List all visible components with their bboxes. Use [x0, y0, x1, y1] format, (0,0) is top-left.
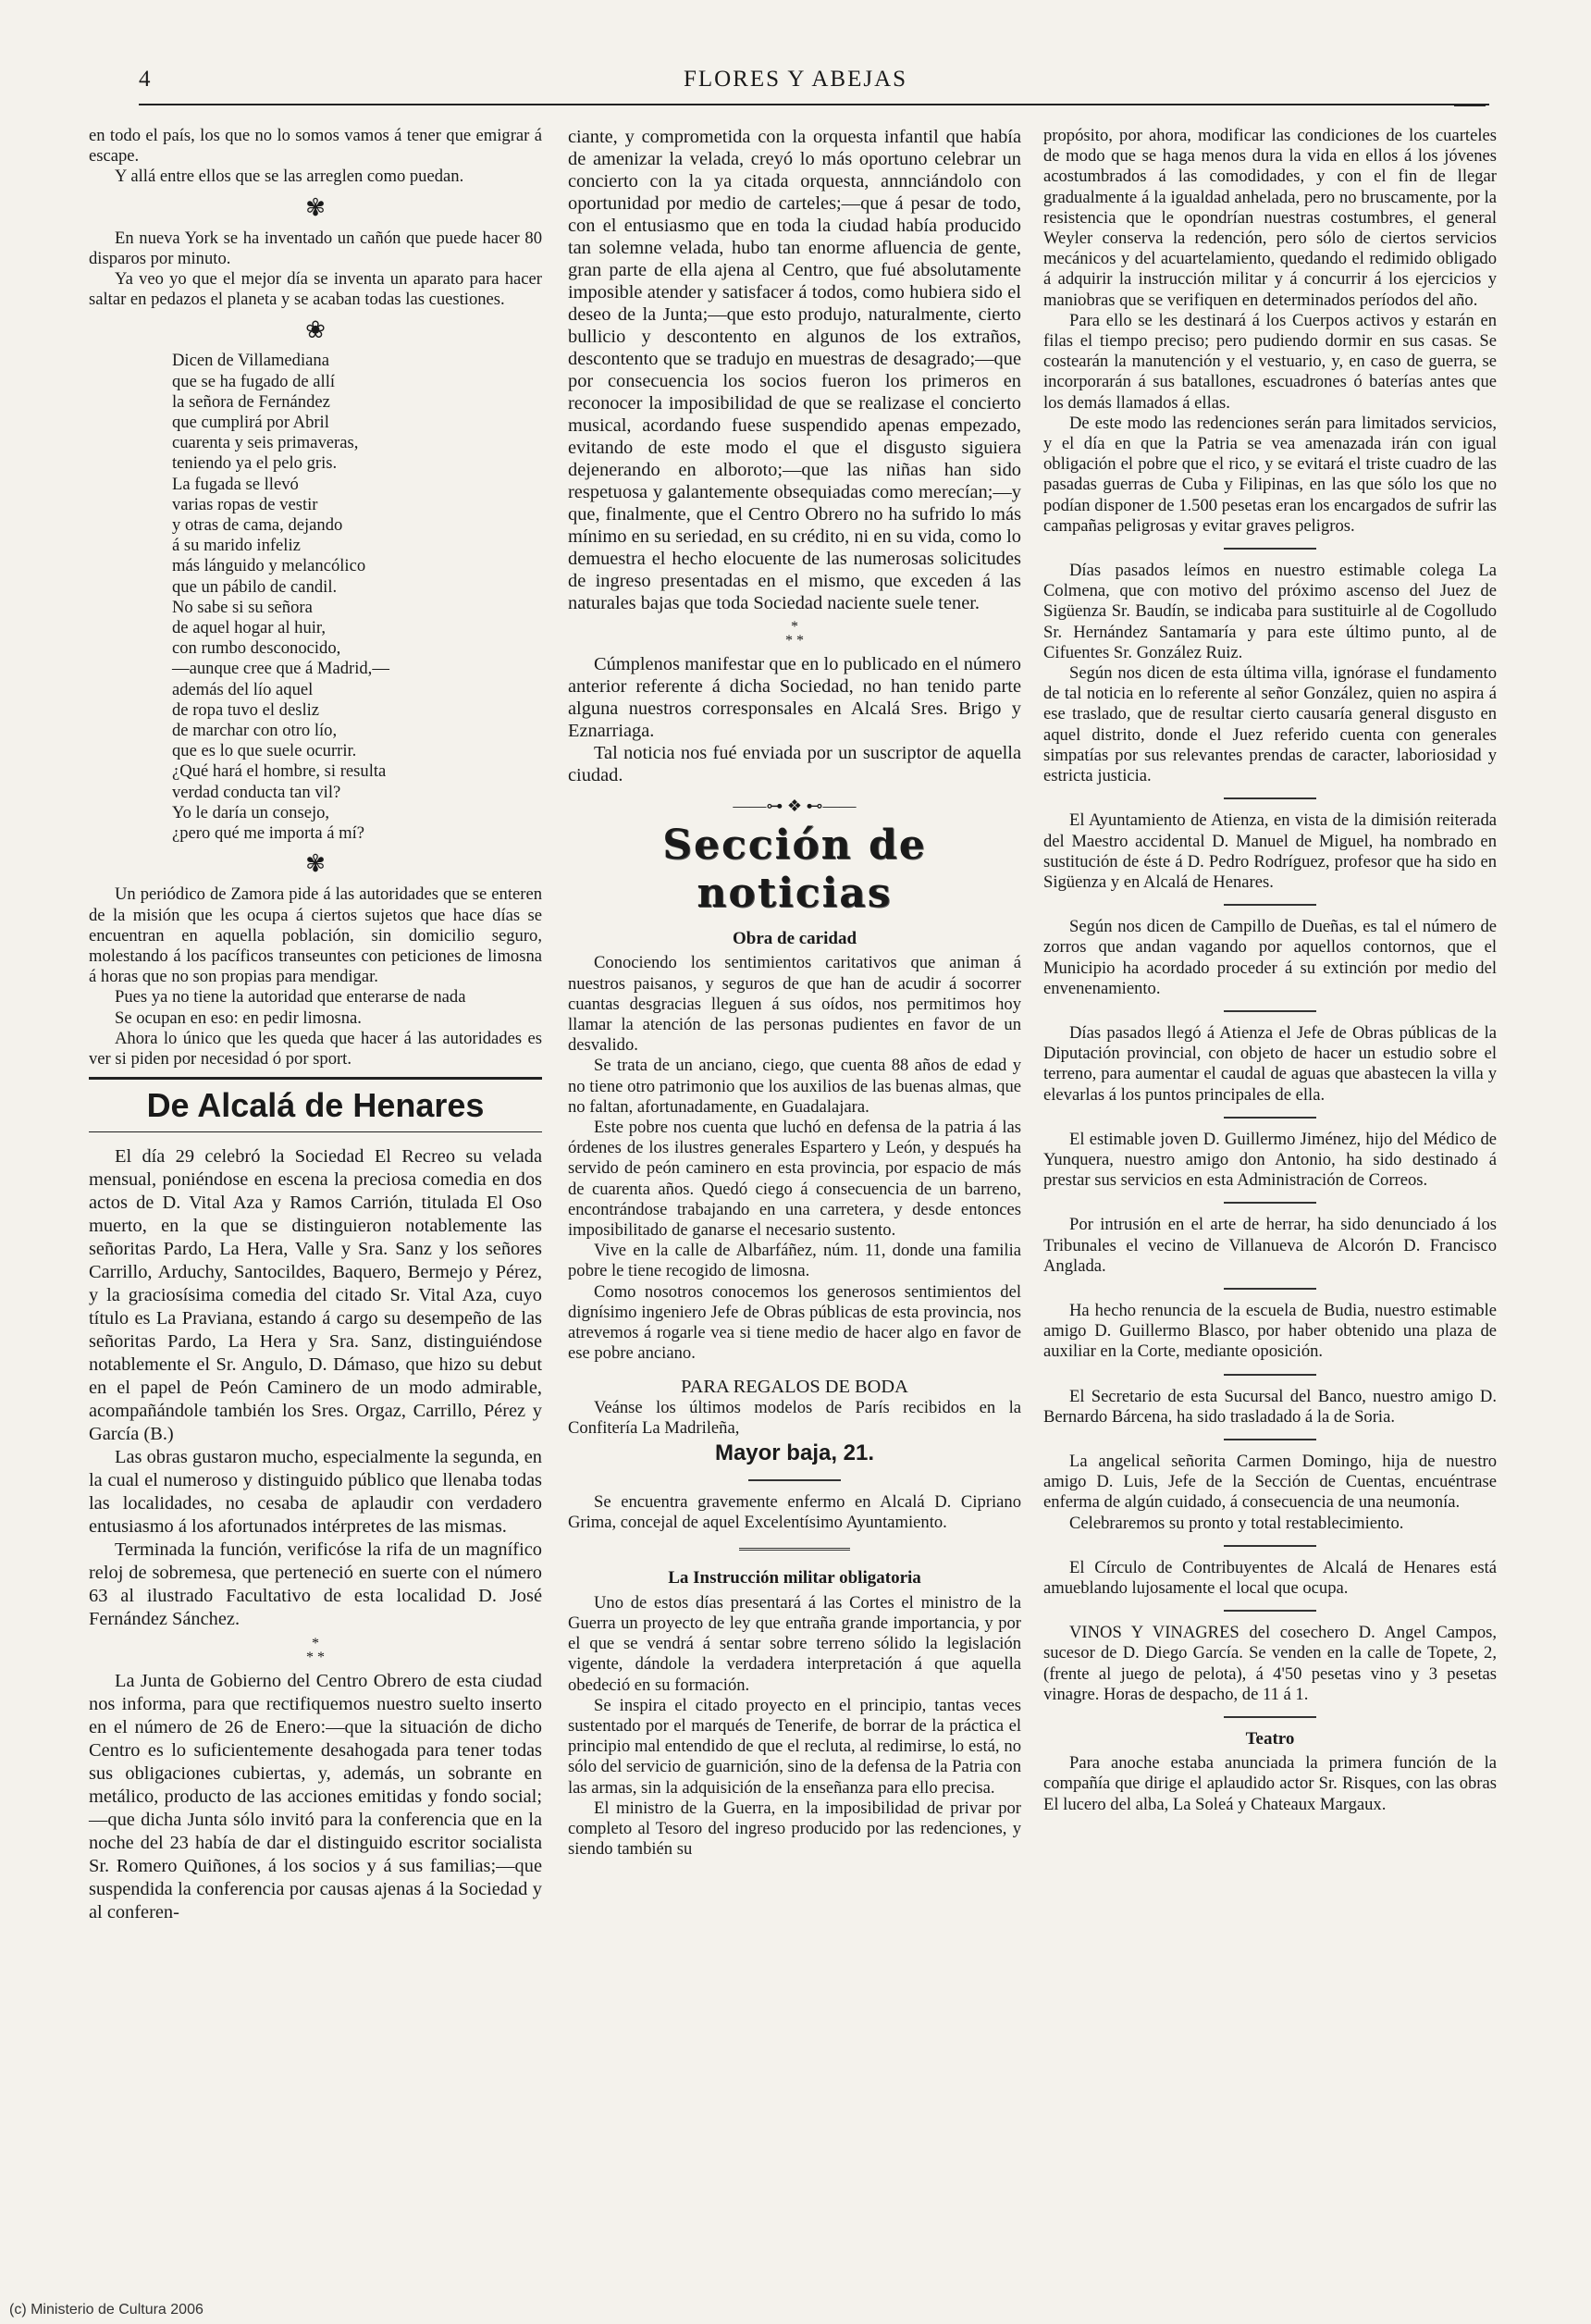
poem-line: Yo le daría un consejo, [172, 802, 330, 822]
paragraph: Tal noticia nos fué enviada por un suscriptor de aquella ciudad. [568, 743, 1021, 785]
page-title: FLORES Y ABEJAS [683, 67, 908, 92]
paragraph: En nueva York se ha inventado un cañón que puede hacer 80 disparos por minuto. [89, 228, 542, 268]
paragraph: Terminada la función, verificóse la rifa de un magnífico reloj de sobremesa, que perteneció en suerte con el número 63 al ilustrado Facultativo de esta localidad D. José Fernández Sánchez. [89, 1539, 542, 1630]
paragraph: Vive en la calle de Albarfáñez, núm. 11, donde una familia pobre le tiene recogido de limosna. [568, 1241, 1021, 1281]
paragraph: Pues ya no tiene la autoridad que enterarse de nada [115, 987, 466, 1007]
poem-line: de aquel hogar al huir, [172, 618, 327, 638]
paragraph: Por intrusión en el arte de herrar, ha sido denunciado á los Tribunales el vecino de Villanueva de Alcorón D. Francisco Anglada. [1043, 1215, 1497, 1276]
ornament-icon: ✾ [305, 850, 326, 878]
paragraph: Según nos dicen de Campillo de Dueñas, es tal el número de zorros que andan vagando por aquellos contornos, que el Municipio ha acordado proceder á su extinción por medio del envenenamiento. [1043, 917, 1497, 998]
advert-text: VINOS Y VINAGRES del cosechero D. Angel Campos, sucesor de D. Diego García. Se venden en la calle de Topete, 2, (frente al juego de pelota), á 4'50 pesetas vino y 3 pesetas vinagre. Horas de despacho, de 11 á 1. [1043, 1623, 1497, 1704]
section-heading: De Alcalá de Henares [89, 1077, 542, 1132]
divider [1224, 1716, 1316, 1718]
header-rule [139, 104, 1489, 105]
poem-line: que un pábilo de candil. [172, 576, 338, 597]
copyright-notice: (c) Ministerio de Cultura 2006 [9, 2302, 204, 2318]
paragraph: El día 29 celebró la Sociedad El Recreo su velada mensual, poniéndose en escena la preciosa comedia en dos actos de D. Vital Aza y Ramos Carrión, titulada El Oso muerto, en la que se distinguieron notablemente las señoritas Pardo, La Hera, Valle y Sra. Sanz y los señores Carrillo, Arduchy, Santocildes, Baquero, Bermejo y Pérez, y la graciosísima comedia del citado Sr. Vital Aza, cuyo título es La Praviana, estando á cargo su desempeño de las señoritas Pardo, La Hera y Sra. Sanz, distinguiéndose notablemente el Sr. Angulo, D. Dámaso, que hizo su debut en el papel de Peón Caminero de un modo admirable, acompañándole también los Sres. Orgaz, Carrillo, Pérez y García (B.) [89, 1146, 542, 1445]
paragraph: Se ocupan en eso: en pedir limosna. [115, 1007, 362, 1028]
column-3 [1043, 126, 1497, 1815]
paragraph: Ha hecho renuncia de la escuela de Budia, nuestro estimable amigo D. Guillermo Blasco, por haber obtenido una plaza de auxiliar en la Corte, mediante oposición. [1043, 1300, 1497, 1362]
poem-line: ¿Qué hará el hombre, si resulta [172, 761, 387, 782]
paragraph: Según nos dicen de esta última villa, ignórase el fundamento de tal noticia en lo referente al señor González, quien no aspira á ese traslado, que de resultar cierto causaría general disgusto en aquel distrito, donde el Juez referido cuenta con generales simpatías por sus relevantes prendas de caracter, laboriosidad y estricta justicia. [1043, 663, 1497, 786]
poem-line: verdad conducta tan vil? [172, 782, 341, 802]
paragraph: Como nosotros conocemos los generosos sentimientos del dignísimo ingeniero Jefe de Obras públicas de esta provincia, nos atrevemos á rogarle vea si tiene medio de hacer algo en favor de ese pobre anciano. [568, 1281, 1021, 1364]
paragraph: ciante, y comprometida con la orquesta infantil que había de amenizar la velada, creyó lo más oportuno celebrar un concierto con la ya citada orquesta, annnciándolo con oportunidad por medio de carteles;—que á pesar de todo, con el entusiasmo que en toda la ciudad había producido tan solemne velada, hubo tan enorme afluencia de gente, gran parte de ella ajena al Centro, que fué absolutamente imposible atender y satisfacer á todos, como hubiera sido el deseo de la Junta;—que esto produjo, naturalmente, cierto bullicio y descontento en algunos de los extraños, descontento que se tradujo en muestras de desagrado;—que por consecuencia los socios fueron los primeros en reconocer la imposibilidad de que se realizase el concierto musical, acordando fuese suspendido apenas empezado, evitando de este modo el que el disgusto siguiera dejenerando en alboroto;—que las niñas han sido respetuosa y galantemente obsequiadas como merecían;—y que, finalmente, que el Centro Obrero no ha sufrido lo más mínimo en su seriedad, en su crédito, ni en su vida, como lo demuestra el hecho elocuente de las numerosas solicitudes de ingreso presentadas en el mismo, que exceden á las naturales bajas que toda Sociedad naciente suele tener. [568, 127, 1021, 613]
divider [748, 1479, 841, 1481]
poem-line: —aunque cree que á Madrid,— [172, 659, 389, 679]
paragraph: Las obras gustaron mucho, especialmente la segunda, en la cual el numeroso y distinguido público que llenaba todas las localidades, no cesaba de aplaudir con verdadero entusiasmo á los afortunados intérpretes de las mismas. [89, 1447, 542, 1538]
poem [89, 351, 542, 844]
poem-line: de ropa tuvo el desliz [172, 699, 320, 720]
subheading: Obra de caridad [732, 929, 857, 949]
paragraph: Para anoche estaba anunciada la primera función de la compañía que dirige el aplaudido actor Sr. Risques, con las obras El lucero del alba, La Soleá y Chateaux Margaux. [1043, 1753, 1497, 1814]
paragraph: El estimable joven D. Guillermo Jiménez, hijo del Médico de Yunquera, nuestro amigo don Antonio, ha sido destinado á prestar sus servicios en esta Administración de Correos. [1043, 1129, 1497, 1191]
poem-line: que es lo que suele ocurrir. [172, 741, 357, 761]
asterism: * * * [785, 619, 804, 649]
poem-line: No sabe si su señora [172, 597, 313, 617]
column-1 [89, 126, 542, 1924]
flower-ornament-icon: ❀ [305, 316, 326, 344]
poem-line: La fugada se llevó [172, 474, 299, 494]
advert-text: Veánse los últimos modelos de París recibidos en la Confitería La Madrileña, [568, 1397, 1021, 1438]
poem-line: de marchar con otro lío, [172, 721, 338, 741]
paragraph: El ministro de la Guerra, en la imposibilidad de privar por completo al Tesoro del ingreso producido por las redenciones, y siendo también su [568, 1798, 1021, 1860]
paragraph: El Secretario de esta Sucursal del Banco, nuestro amigo D. Bernardo Bárcena, ha sido trasladado á la de Soria. [1043, 1386, 1497, 1427]
subheading: La Instrucción militar obligatoria [668, 1568, 921, 1588]
divider [1224, 1202, 1316, 1204]
poem-line: la señora de Fernández [172, 391, 330, 412]
paragraph: Un periódico de Zamora pide á las autoridades que se enteren de la misión que les ocupa á ciertos sujetos que hace días se encuentran en aquella población, sin domicilio seguro, molestando á los pacíficos transeuntes con peticiones de limosna á horas que no son propias para mendigar. [89, 884, 542, 987]
divider [1224, 1288, 1316, 1290]
poem-line: con rumbo desconocido, [172, 638, 341, 659]
paragraph: en todo el país, los que no lo somos vamos á tener que emigrar á escape. [89, 126, 542, 167]
paragraph: propósito, por ahora, modificar las condiciones de los cuarteles de modo que se haga menos dura la vida en ellos á los jóvenes acostumbrados á las comodidades, y con el fin de llegar gradualmente á la igualdad anhelada, pero no bruscamente, por la resistencia que le opondrían nuestras costumbres, el general Weyler conserva la redención, pero sólo de ciertos servicios mecánicos y del acuartelamiento, quedando el redimido obligado á adquirir la instrucción militar y á concurrir á los ejercicios y maniobras que se verifiquen en determinados períodos del año. [1043, 126, 1497, 310]
poem-line: que se ha fugado de allí [172, 371, 336, 391]
paragraph: Días pasados leímos en nuestro estimable colega La Colmena, que con motivo del próximo ascenso del Juez de Sigüenza Sr. Baudín, se indicaba para sustituirle al de Cogolludo Sr. Hernández Santamaría y para este último punto, al de Cifuentes Sr. González Ruiz. [1043, 561, 1497, 662]
paragraph: Se encuentra gravemente enfermo en Alcalá D. Cipriano Grima, concejal de aquel Excelentísimo Ayuntamiento. [568, 1492, 1021, 1533]
divider [1224, 1545, 1316, 1547]
paragraph: El Ayuntamiento de Atienza, en vista de la dimisión reiterada del Maestro accidental D. Manuel de Miguel, ha nombrado en sustitución de éste á D. Pedro Rodríguez, profesor que ha sido en Sigüenza y en Alcalá de Henares. [1043, 810, 1497, 892]
divider-ornament-icon: ——⊶ ❖ ⊷—— [733, 797, 857, 815]
paragraph: Se trata de un anciano, ciego, que cuenta 88 años de edad y no tiene otro patrimonio que los auxilios de las buenas almas, que no faltan, afortunadamente, en Guadalajara. [568, 1056, 1021, 1117]
divider [1224, 1010, 1316, 1012]
paragraph: Ya veo yo que el mejor día se inventa un aparato para hacer saltar en pedazos el planeta y se acaban todas las cuestiones. [89, 269, 542, 310]
poem-line: Dicen de Villamediana [172, 351, 329, 371]
page-number: 4 [139, 67, 151, 92]
paragraph: Ahora lo único que les queda que hacer á las autoridades es ver si piden por necesidad ó por sport. [89, 1028, 542, 1069]
asterism: * * * [306, 1636, 325, 1666]
paragraph: Cúmplenos manifestar que en lo publicado en el número anterior referente á dicha Sociedad, no han tenido parte alguna nuestros corresponsales en Alcalá Sres. Brigo y Eznarriaga. [568, 654, 1021, 741]
paragraph: Días pasados llegó á Atienza el Jefe de Obras públicas de la Diputación provincial, con objeto de hacer un estudio sobre el terreno, para aumentar el caudal de aguas que abastecen la villa y elevarlas á los puntos principales de ella. [1043, 1022, 1497, 1105]
poem-line: cuarenta y seis primaveras, [172, 433, 359, 453]
paragraph: Se inspira el citado proyecto en el principio, tantas veces sustentado por el marqués de Tenerife, de borrar de la práctica el principio mal entendido de que el recluta, al redimirse, lo está, no sólo del servicio de guarnición, sino de la defensa de la Patria con las armas, sin la adquisición de la enseñanza para ello precisa. [568, 1695, 1021, 1798]
subheading: Teatro [1245, 1729, 1295, 1749]
ornament-icon: ✾ [305, 193, 326, 221]
divider [1224, 1439, 1316, 1440]
poem-line: teniendo ya el pelo gris. [172, 453, 338, 474]
divider [1224, 1117, 1316, 1119]
advert-address: Mayor baja, 21. [714, 1440, 875, 1466]
header-rule-mark [1454, 104, 1486, 106]
poem-line: varias ropas de vestir [172, 494, 318, 514]
divider [1224, 904, 1316, 906]
poem-line: ¿pero qué me importa á mí? [172, 823, 365, 844]
column-2 [568, 126, 1021, 1860]
paragraph: Para ello se les destinará á los Cuerpos activos y estarán en filas el tiempo preciso; pero pudiendo dormir en sus casas. Se costearán la manutención y el vestuario, y, en caso de guerra, se incorporarán á sus batallones, escuadrones ó baterías antes que los demás llamados á ellas. [1043, 310, 1497, 413]
divider [1224, 1374, 1316, 1376]
divider [1224, 548, 1316, 550]
paragraph: El Círculo de Contribuyentes de Alcalá de Henares está amueblando lujosamente el local que ocupa. [1043, 1557, 1497, 1598]
poem-line: á su marido infeliz [172, 536, 301, 556]
paragraph: Y allá entre ellos que se las arreglen como puedan. [115, 167, 464, 187]
divider [1224, 797, 1316, 799]
paragraph: Conociendo los sentimientos caritativos que animan á nuestros paisanos, y seguros de que han de acudir á socorrer cuantas desgracias lleguen á sus oídos, nos permitimos hoy llamar la atención de las personas pudientes en favor de un desvalido. [568, 953, 1021, 1056]
paragraph: Este pobre nos cuenta que luchó en defensa de la patria á las órdenes de los ilustres generales Espartero y León, y después ha servido de peón caminero en esta provincia, por espacio de más de cuarenta años. Quedó ciego á consecuencia de un barreno, encontrándose trabajando en una carretera, y desde entonces imposibilitado de ganarse el necesario sustento. [568, 1118, 1021, 1241]
paragraph: La Junta de Gobierno del Centro Obrero de esta ciudad nos informa, para que rectifiquemos nuestro suelto inserto en el número de 26 de Enero:—que la situación de dicho Centro es lo suficientemente desahogada para tener todas sus obligaciones cubiertas, y, además, un sobrante en metálico, producto de las acciones emitidas y fondo social;—que dicha Junta sólo invitó para la conferencia que en la noche del 23 había de dar el distinguido escritor socialista Sr. Romero Quiñones, á los socios y á sus familias;—que suspendida la conferencia por causas ajenas á la Sociedad y al conferen- [89, 1671, 542, 1923]
section-heading: Sección de noticias [662, 822, 927, 918]
poem-line: más lánguido y melancólico [172, 556, 366, 576]
advert-heading: PARA REGALOS DE BODA [681, 1377, 908, 1398]
poem-line: que cumplirá por Abril [172, 413, 329, 433]
divider [1224, 1610, 1316, 1612]
paragraph: De este modo las redenciones serán para limitados servicios, y el día en que la Patria se vea amenazada irán con igual obligación el pobre que el rico, y se evitará el triste cuadro de las pasadas guerras de Cuba y Filipinas, en las que sólo los que no podían disponer de 1.500 pesetas eran los encargados de sufrir las campañas peligrosas y evitar graves peligros. [1043, 413, 1497, 536]
paragraph: Celebraremos su pronto y total restablecimiento. [1069, 1513, 1404, 1533]
paragraph: La angelical señorita Carmen Domingo, hija de nuestro amigo D. Luis, Jefe de la Sección de Cuentas, encuéntrase enferma de algún cuidado, á consecuencia de una neumonía. [1043, 1451, 1497, 1513]
poem-line: y otras de cama, dejando [172, 515, 343, 536]
paragraph: Uno de estos días presentará á las Cortes el ministro de la Guerra un proyecto de ley que entraña grande importancia, y por el que se vendrá á sentar sobre terreno sólido la legislación vigente, dándole la verdadera interpretación á que aquella obedeció en su formación. [568, 1592, 1021, 1695]
divider [739, 1548, 850, 1553]
poem-line: además del lío aquel [172, 679, 314, 699]
